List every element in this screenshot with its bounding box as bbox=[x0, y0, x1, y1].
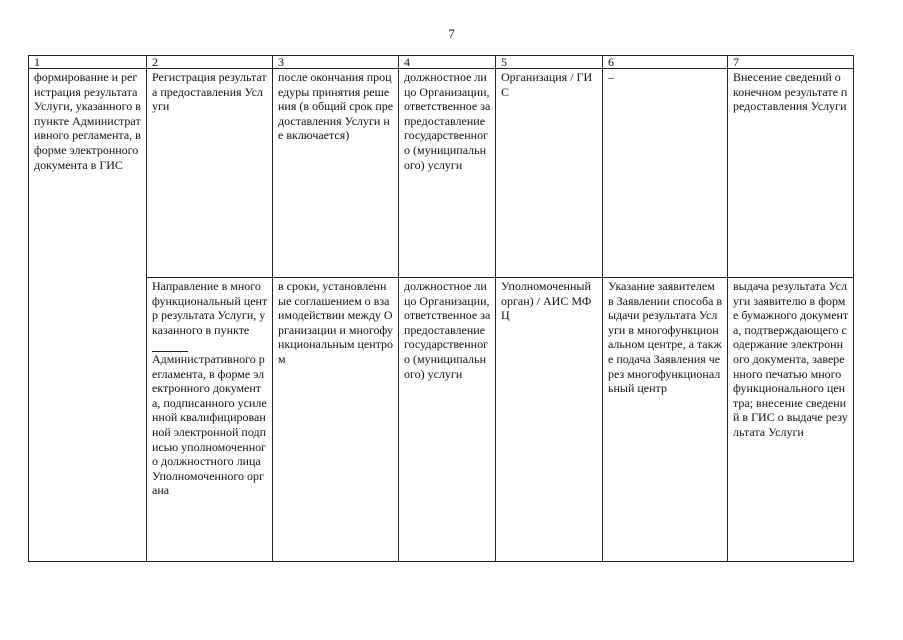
column-header-3: 3 bbox=[273, 56, 399, 69]
cell-text: формирование и регистрация результата Услуги, указанного в пункте Административного регламента, в форме электронного документа в ГИС bbox=[34, 70, 141, 172]
column-header-2: 2 bbox=[147, 56, 273, 69]
cell-text: Внесение сведений о конечном результате предоставления Услуги bbox=[733, 70, 848, 114]
procedure-table bbox=[28, 55, 854, 562]
cell-deadline bbox=[273, 278, 399, 562]
table-row bbox=[29, 278, 854, 562]
cell-text: выдача результата Услуги заявителю в форме бумажного документа, подтверждающего содержание электронного документа, заверенного печатью многофункционального центра; внесение сведений в ГИС о выдаче результата Услуги bbox=[733, 279, 849, 439]
cell-text: Направление в многофункциональный центр результата Услуги, указанного в пункте bbox=[152, 279, 268, 337]
table-row bbox=[29, 69, 854, 278]
cell-criteria bbox=[603, 69, 728, 278]
cell-location bbox=[496, 278, 603, 562]
cell-text: Организация / ГИС bbox=[501, 70, 593, 99]
cell-result bbox=[728, 278, 854, 562]
cell-responsible bbox=[399, 278, 496, 562]
cell-text: – bbox=[608, 70, 614, 84]
column-header-6: 6 bbox=[603, 56, 728, 69]
cell-text: Регистрация результата предоставления Услуги bbox=[152, 70, 267, 114]
cell-result bbox=[728, 69, 854, 278]
blank-underline bbox=[152, 342, 188, 352]
cell-responsible bbox=[399, 69, 496, 278]
column-header-7: 7 bbox=[728, 56, 854, 69]
column-header-5: 5 bbox=[496, 56, 603, 69]
cell-text: Уполномоченный орган) / АИС МФЦ bbox=[501, 279, 592, 323]
cell-action bbox=[29, 69, 147, 562]
page-number: 7 bbox=[448, 26, 455, 41]
cell-text: после окончания процедуры принятия решения (в общий срок предоставления Услуги не включается) bbox=[278, 70, 394, 143]
cell-text: должностное лицо Организации, ответственное за предоставление государственного (муниципального) услуги bbox=[404, 70, 491, 172]
cell-text: Указание заявителем в Заявлении способа выдачи результата Услуги в многофункциональном центре, а также подача Заявления через многофункциональный центр bbox=[608, 279, 723, 396]
cell-text: Административного регламента, в форме электронного документа, подписанного усиленной квалифицированной электронной подписью уполномоченного должностного лица Уполномоченного органа bbox=[152, 351, 267, 498]
cell-deadline bbox=[273, 69, 399, 278]
cell-procedure bbox=[147, 69, 273, 278]
table-header-row bbox=[29, 56, 854, 69]
column-header-1: 1 bbox=[29, 56, 147, 69]
cell-location bbox=[496, 69, 603, 278]
cell-criteria bbox=[603, 278, 728, 562]
cell-procedure bbox=[147, 278, 273, 562]
cell-text: должностное лицо Организации, ответственное за предоставление государственного (муниципального) услуги bbox=[404, 279, 491, 381]
cell-text: в сроки, установленные соглашением о взаимодействии между Организации и многофункциональным центром bbox=[278, 279, 394, 366]
column-header-4: 4 bbox=[399, 56, 496, 69]
